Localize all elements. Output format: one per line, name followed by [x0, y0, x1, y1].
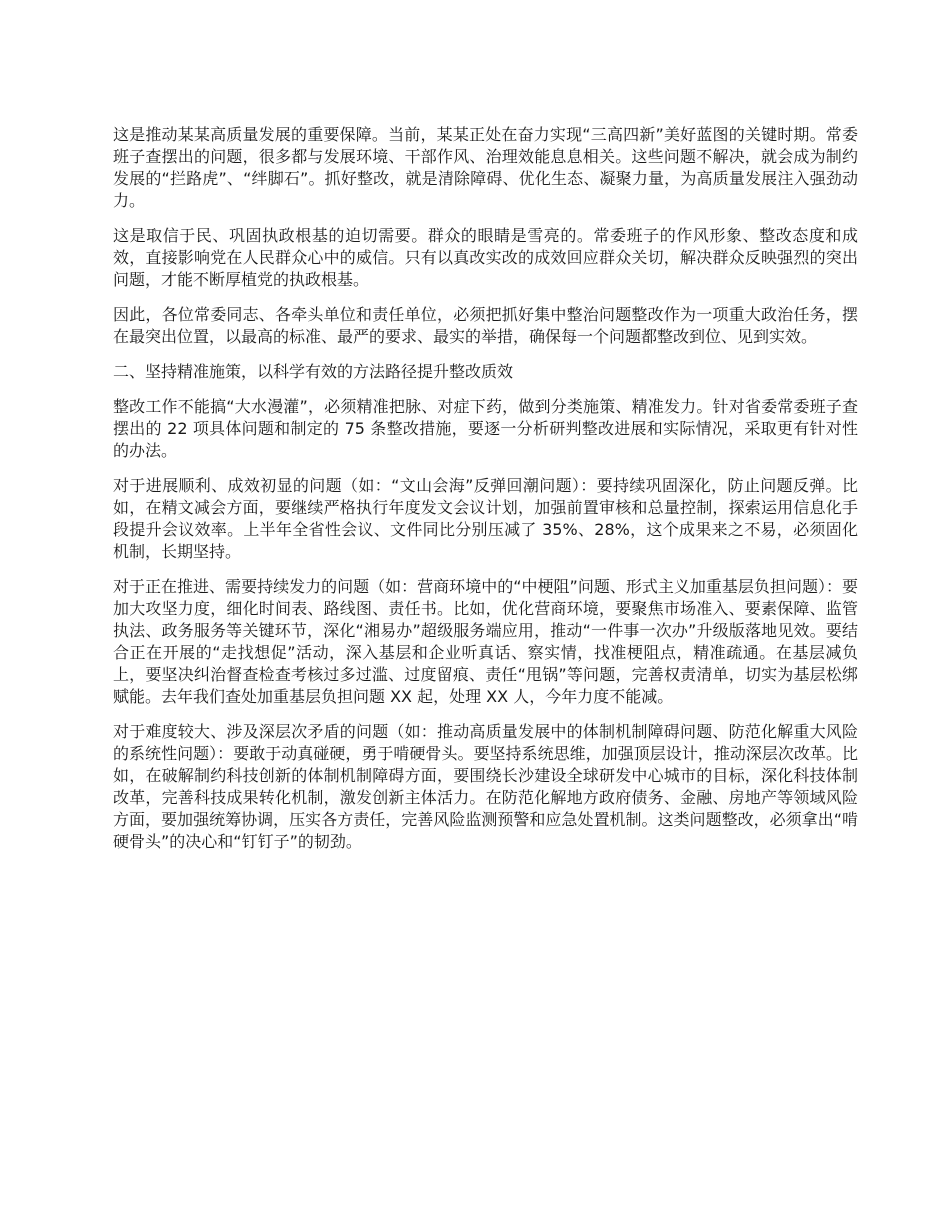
- paragraph-trust-of-people: 这是取信于民、巩固执政根基的迫切需要。群众的眼睛是雪亮的。常委班子的作风形象、整改态度和成效，直接影响党在人民群众心中的威信。只有以真改实改的成效回应群众关切，解决群众反映强烈的突出问题，才能不断厚植党的执政根基。: [113, 226, 858, 289]
- paragraph-precise-measures: 整改工作不能搞“大水漫灌”，必须精准把脉、对症下药，做到分类施策、精准发力。针对省委常委班子查摆出的 22 项具体问题和制定的 75 条整改措施，要逐一分析研判整改进展和实际情况，采取更有针对性的办法。: [113, 397, 858, 460]
- document-body: [113, 124, 858, 866]
- paragraph-smooth-progress: 对于进展顺利、成效初显的问题（如：“文山会海”反弹回潮问题）：要持续巩固深化，防止问题反弹。比如，在精文减会方面，要继续严格执行年度发文会议计划，加强前置审核和总量控制，探索运用信息化手段提升会议效率。上半年全省性会议、文件同比分别压减了 35%、28%，这个成果来之不易，必须固化机制，长期坚持。: [113, 476, 858, 561]
- paragraph-therefore: 因此，各位常委同志、各牵头单位和责任单位，必须把抓好集中整治问题整改作为一项重大政治任务，摆在最突出位置，以最高的标准、最严的要求、最实的举措，确保每一个问题都整改到位、见到实效。: [113, 305, 858, 346]
- paragraph-difficult-problems: 对于难度较大、涉及深层次矛盾的问题（如：推动高质量发展中的体制机制障碍问题、防范化解重大风险的系统性问题）：要敢于动真碰硬，勇于啃硬骨头。要坚持系统思维，加强顶层设计，推动深层次改革。比如，在破解制约科技创新的体制机制障碍方面，要围绕长沙建设全球研发中心城市的目标，深化科技体制改革，完善科技成果转化机制，激发创新主体活力。在防范化解地方政府债务、金融、房地产等领域风险方面，要加强统筹协调，压实各方责任，完善风险监测预警和应急处置机制。这类问题整改，必须拿出“啃硬骨头”的决心和“钉钉子”的韧劲。: [113, 722, 858, 851]
- paragraph-ongoing-progress: 对于正在推进、需要持续发力的问题（如：营商环境中的“中梗阻”问题、形式主义加重基层负担问题）：要加大攻坚力度，细化时间表、路线图、责任书。比如，优化营商环境，要聚焦市场准入、要素保障、监管执法、政务服务等关键环节，深化“湘易办”超级服务端应用，推动“一件事一次办”升级版落地见效。要结合正在开展的“走找想促”活动，深入基层和企业听真话、察实情，找准梗阻点，精准疏通。在基层减负上，要坚决纠治督查检查考核过多过滥、过度留痕、责任“甩锅”等问题，完善权责清单，切实为基层松绑赋能。去年我们查处加重基层负担问题 XX 起，处理 XX 人，今年力度不能减。: [113, 577, 858, 706]
- section-heading-2: 二、坚持精准施策，以科学有效的方法路径提升整改质效: [113, 362, 514, 381]
- paragraph-development-guarantee: 这是推动某某高质量发展的重要保障。当前，某某正处在奋力实现“三高四新”美好蓝图的关键时期。常委班子查摆出的问题，很多都与发展环境、干部作风、治理效能息息相关。这些问题不解决，就会成为制约发展的“拦路虎”、“绊脚石”。抓好整改，就是清除障碍、优化生态、凝聚力量，为高质量发展注入强劲动力。: [113, 125, 858, 210]
